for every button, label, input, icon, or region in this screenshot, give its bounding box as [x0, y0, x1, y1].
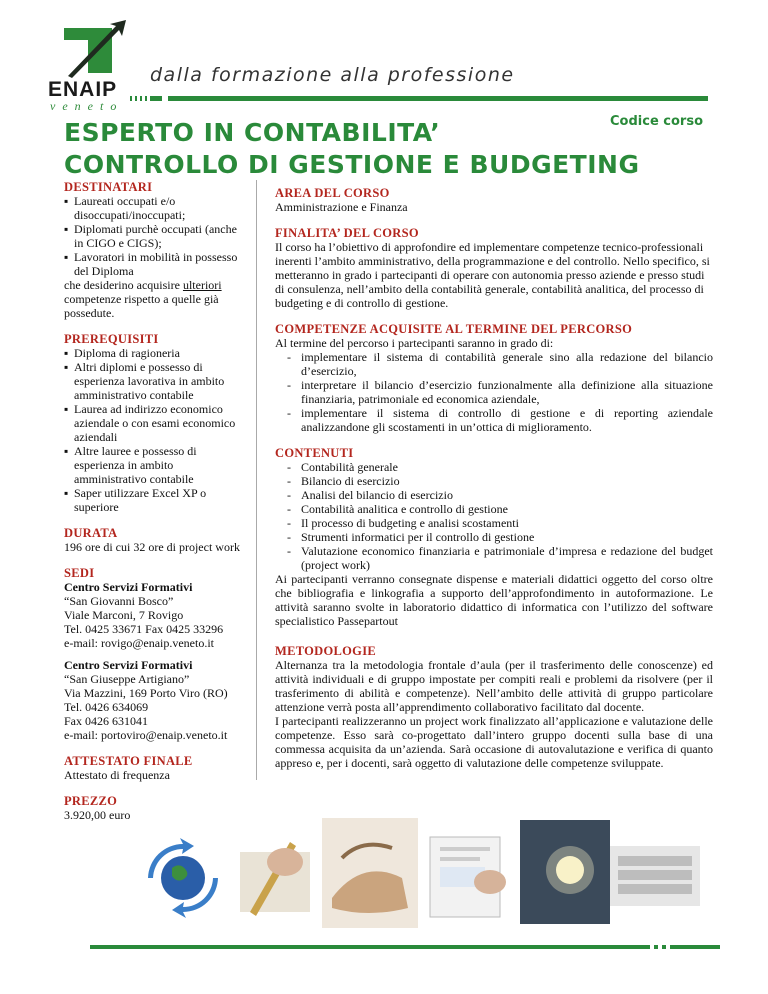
contenuti-note: Ai partecipanti verranno consegnate dispense e materiali didattici oggetto del corso oltre che bibliografia e linkografia a supporto dell’approfondimento in autoformazione. Le attività saranno svolte in laboratorio didattico di informatica con l’utilizzo del software specialistico Passepartout [275, 572, 713, 628]
list-item: - Analisi del bilancio di esercizio [275, 488, 713, 502]
logo-arrow-icon [64, 18, 128, 80]
metodologie-p2: I partecipanti realizzeranno un project work finalizzato all’applicazione e valutazione delle competenze. Esso sarà co-progettato dall’intero gruppo docenti sulla base di una commessa acquisita da un’azienda. Sarà occasione di autovalutazione e verifica di quanto appreso e, per i docenti, sarà oggetto di valutazione delle competenze sviluppate. [275, 714, 713, 770]
finalita-text: Il corso ha l’obiettivo di approfondire ed implementare competenze tecnico-professionali inerenti l’ambito amministrativo, della programmazione e del controllo. Nello specifico, si metteranno in grado i partecipanti di operare con autonomia presso aziende e presso studi di consulenza, nell’ambito della contabilità generale, contabilità analitica, del processo di budgeting e di controllo di gestione. [275, 240, 710, 310]
workshop-image [322, 818, 418, 928]
section-heading: ATTESTATO FINALE [64, 754, 193, 768]
course-code-label: Codice corso [610, 114, 703, 129]
section-durata [64, 526, 244, 554]
section-prezzo [64, 794, 244, 822]
header-rule [168, 96, 708, 101]
section-heading: SEDI [64, 566, 95, 580]
logo-text: ENAIP [48, 78, 118, 101]
section-competenze [275, 322, 713, 434]
column-divider [256, 180, 257, 780]
section-heading: CONTENUTI [275, 446, 354, 460]
footer-rule-gap [658, 945, 662, 949]
left-column [64, 180, 244, 834]
footer-rule [90, 945, 720, 949]
header-rule-tick [130, 96, 132, 101]
sede1-phone: Tel. 0425 33671 Fax 0425 33296 [64, 622, 224, 636]
header-rule-tick [150, 96, 162, 101]
metodologie-p1: Alternanza tra la metodologia frontale d’aula (per il trasferimento delle conoscenze) ed attività individuali e di gruppo impostate per compiti reali e problemi da risolvere (per il trasferimento di abilità e competenze). Nell’ambito delle attività di gruppo particolare attenzione verrà posta all’apprendimento collaborativo facilitato dal docente. [275, 658, 713, 714]
prerequisiti-list [64, 346, 244, 514]
header-rule-tick [135, 96, 137, 101]
welding-image [520, 820, 610, 924]
section-heading: DESTINATARI [64, 180, 153, 194]
page-title-line1: ESPERTO IN CONTABILITA’ [64, 118, 441, 147]
logo-subtext: veneto [50, 99, 124, 113]
header-rule-tick [145, 96, 147, 101]
list-item: - Contabilità generale [275, 460, 713, 474]
section-heading: METODOLOGIE [275, 644, 377, 658]
section-prerequisiti [64, 332, 244, 514]
list-item: ▪ Altri diplomi e possesso di esperienza lavorativa in ambito amministrativo contabile [64, 360, 244, 402]
attestato-text: Attestato di frequenza [64, 768, 170, 782]
list-item: ▪ Diploma di ragioneria [64, 346, 244, 360]
section-contenuti [275, 446, 713, 628]
list-item: ▪ Altre lauree e possesso di esperienza in ambito amministrativo contabile [64, 444, 244, 486]
sede1-address: Viale Marconi, 7 Rovigo [64, 608, 184, 622]
writing-hand-image [230, 822, 320, 922]
header-rule-tick [140, 96, 142, 101]
list-item: - Valutazione economico finanziaria e patrimoniale d’impresa e redazione del budget (project work) [275, 544, 713, 572]
list-item: ▪ Lavoratori in mobilità in possesso del Diploma [64, 250, 244, 278]
sede1-name: Centro Servizi Formativi [64, 580, 193, 594]
list-item: - Contabilità analitica e controllo di gestione [275, 502, 713, 516]
keyboard-image [610, 826, 700, 926]
sede2-name: Centro Servizi Formativi [64, 658, 193, 672]
footer-rule-gap [650, 945, 654, 949]
note-text: competenze rispetto a quelle già possedute. [64, 292, 219, 320]
sede2-fax: Fax 0426 631041 [64, 714, 148, 728]
section-heading: DURATA [64, 526, 118, 540]
list-item: ▪ Diplomati purchè occupati (anche in CIGO e CIGS); [64, 222, 244, 250]
footer-rule-gap [666, 945, 670, 949]
sede2-address: Via Mazzini, 169 Porto Viro (RO) [64, 686, 228, 700]
section-destinatari [64, 180, 244, 320]
right-column [275, 186, 713, 782]
sede1-sub: “San Giovanni Bosco” [64, 594, 174, 608]
area-text: Amministrazione e Finanza [275, 200, 408, 214]
section-finalita [275, 226, 713, 310]
note-text: che desiderino acquisire [64, 278, 183, 292]
note-underlined: ulteriori [182, 278, 222, 292]
list-item: - Strumenti informatici per il controllo di gestione [275, 530, 713, 544]
section-heading: FINALITA’ DEL CORSO [275, 226, 419, 240]
list-item: ▪ Laurea ad indirizzo economico aziendale o con esami economico aziendali [64, 402, 244, 444]
list-item: - Bilancio di esercizio [275, 474, 713, 488]
globe-recycle-image [142, 838, 224, 918]
sede2-phone: Tel. 0426 634069 [64, 700, 149, 714]
section-sedi [64, 566, 244, 742]
section-heading: PREREQUISITI [64, 332, 159, 346]
competenze-intro: Al termine del percorso i partecipanti saranno in grado di: [275, 336, 554, 350]
section-heading: COMPETENZE ACQUISITE AL TERMINE DEL PERCORSO [275, 322, 633, 336]
competenze-list [275, 350, 713, 434]
list-item: ▪ Laureati occupati e/o disoccupati/inoccupati; [64, 194, 244, 222]
section-metodologie [275, 644, 713, 770]
list-item: ▪ Saper utilizzare Excel XP o superiore [64, 486, 244, 514]
slogan: dalla formazione alla professione [150, 64, 515, 86]
section-attestato [64, 754, 244, 782]
list-item: - Il processo di budgeting e analisi scostamenti [275, 516, 713, 530]
prezzo-text: 3.920,00 euro [64, 808, 131, 822]
list-item: - implementare il sistema di controllo di gestione e di reporting aziendale analizzandone gli scostamenti in un’ottica di miglioramento. [275, 406, 713, 434]
durata-text: 196 ore di cui 32 ore di project work [64, 540, 240, 554]
section-area [275, 186, 713, 214]
page-title-line2: CONTROLLO DI GESTIONE E BUDGETING [64, 150, 640, 179]
contenuti-list [275, 460, 713, 572]
destinatari-note [64, 278, 244, 320]
section-heading: PREZZO [64, 794, 118, 808]
list-item: - interpretare il bilancio d’esercizio funzionalmente alla definizione alla situazione finanziaria, patrimoniale ed economica aziendale, [275, 378, 713, 406]
destinatari-list [64, 194, 244, 278]
sede2-email[interactable]: e-mail: portoviro@enaip.veneto.it [64, 728, 228, 742]
sede1-email[interactable]: e-mail: rovigo@enaip.veneto.it [64, 636, 215, 650]
document-sketch-image [420, 822, 520, 922]
section-heading: AREA DEL CORSO [275, 186, 390, 200]
list-item: - implementare il sistema di contabilità generale sino alla redazione del bilancio d’esercizio, [275, 350, 713, 378]
sede2-sub: “San Giuseppe Artigiano” [64, 672, 190, 686]
